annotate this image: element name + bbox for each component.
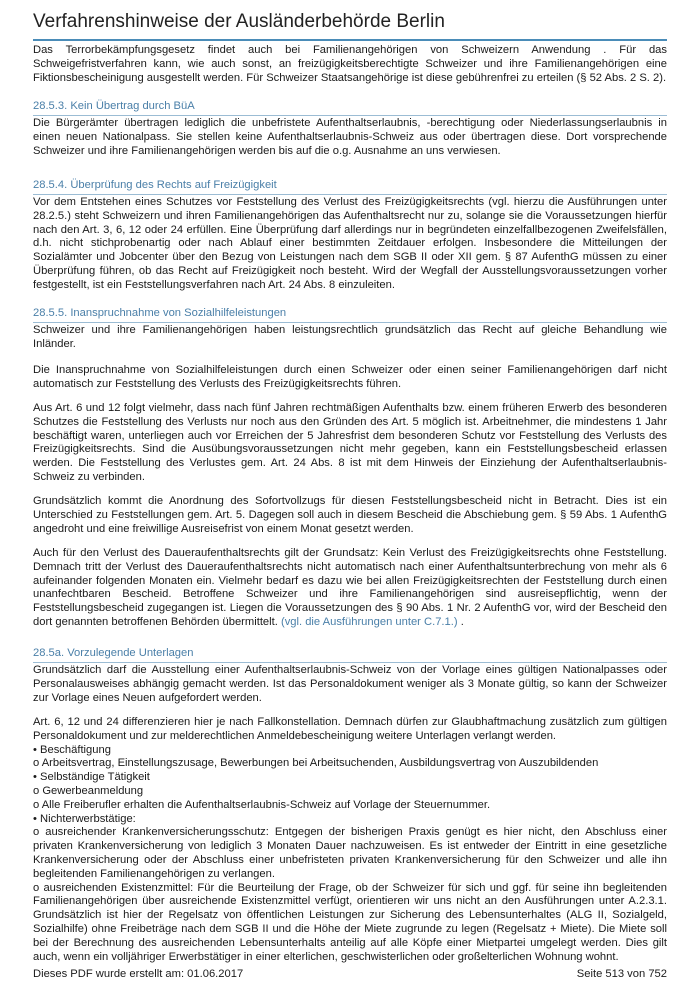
paragraph: Schweizer und ihre Familienangehörigen haben leistungsrechtlich grundsätzlich das Recht auf gleiche Behandlung wie Inländer. [33,324,667,350]
page-footer [33,967,667,981]
list-item: o Alle Freiberufler erhalten die Aufenthaltserlaubnis-Schweiz auf Vorlage der Steuernummer. [33,798,491,811]
paragraph-block [33,495,667,536]
paragraph-block [33,364,667,392]
heading-rule [33,322,667,323]
list-item: o Gewerbeanmeldung [33,784,144,797]
intro-paragraph: Das Terrorbekämpfungsgesetz findet auch bei Familienangehörigen von Schweizern Anwendung . Für das Schweigefristverfahren kann, wie auch sonst, an freizügigkeitsberechtigte Schweizer und ihre Familienangehörigen eine Fiktionsbescheinigung ausgestellt werden. Für Schweizer Staatsangehörige ist diese gebührenfrei zu erteilen (§ 52 Abs. 2 S. 2). [33,44,667,84]
page-header [33,10,667,85]
paragraph: Art. 6, 12 und 24 differenzieren hier je nach Fallkonstellation. Demnach dürfen zur Glaubhaftmachung zusätzlich zum gültigen Personaldokument und zur melderechtlichen Anmeldebescheinigung weitere Unterlagen verlangt werden. [33,716,667,742]
section-heading: 28.5a. Vorzulegende Unterlagen [33,647,194,659]
page-number: Seite 513 von 752 [576,968,667,980]
section-heading: 28.5.4. Überprüfung des Rechts auf Freizügigkeit [33,179,277,191]
paragraph: Grundsätzlich kommt die Anordnung des Sofortvollzugs für diesen Feststellungsbescheid nicht in Betracht. Dies ist ein Unterschied zu Feststellungen gem. Art. 5. Dagegen soll auch in diesem Bescheid die Abschiebung gem. § 59 Abs. 1 AufenthG angedroht und eine freiwillige Ausreisefrist von einem Monat gesetzt werden. [33,495,667,535]
heading-rule [33,115,667,116]
paragraph [33,547,667,630]
paragraph-block [33,547,667,630]
paragraph: o ausreichenden Existenzmittel: Für die Beurteilung der Frage, ob der Schweizer für sich und ggf. für seine ihn begleitenden Familienangehörigen über ausreichende Existenzmittel verfügt, orientieren wir uns nicht an den Ausführungen unter A.2.3.1. Grundsätzlich ist hier der Regelsatz von öffentlichen Leistungen zur Sicherung des Lebensunterhaltes (ALG II, Sozialgeld, Sozialhilfe) ohne Freibeträge nach dem SGB II und die Höhe der Miete zugrunde zu legen (Regelsatz + Miete). Die Miete soll bei der Berechnung des ausreichenden Lebensunterhalts anteilig auf alle Köpfe einer Mietpartei umgelegt werden. Dies gilt auch, wenn ein volljähriger Erwerbstätiger in einer elterlichen, geschwisterlichen oder großelterlichen Wohnung wohnt. [33,881,667,963]
list-item: • Nichterwerbstätige: [33,812,136,825]
list-item: • Beschäftigung [33,743,111,756]
section-28-5-3 [33,99,667,158]
document-list [33,716,667,964]
creation-date: Dieses PDF wurde erstellt am: 01.06.2017 [33,968,244,980]
section-28-5-4 [33,178,667,293]
paragraph: Vor dem Entstehen eines Schutzes vor Feststellung des Verlust des Freizügigkeitsrechts (vgl. hierzu die Ausführungen unter 28.2.5.) steht Schweizern und ihren Familienangehörigen das Aufenthaltsrecht nur zu, solange sie die Voraussetzungen hierfür nach den Art. 3, 6, 12 oder 24 erfüllen. Eine Überprüfung darf allerdings nur in begründeten einzelfallbezogenen Zweifelsfällen, d.h. nicht stichprobenartig oder nach Ablauf einer bestimmten Zeitdauer erfolgen. Insbesondere die Mitteilungen der Sozialämter und Jobcenter über den Bezug von Leistungen nach dem SGB II oder XII gem. § 87 AufenthG müssen zu einer Überprüfung führen, ob das Recht auf Freizügigkeit noch besteht. Wird der Wegfall der Ausstellungsvoraussetzungen vorher festgestellt, ist ein Feststellungsverfahren nach Art. 24 Abs. 8 einzuleiten. [33,196,667,291]
paragraph: Grundsätzlich darf die Ausstellung einer Aufenthaltserlaubnis-Schweiz von der Vorlage eines gültigen Nationalpasses oder Personalausweises abhängig gemacht werden. Ist das Personaldokument weniger als 3 Monate gültig, so kann der Schweizer zur Vorlage eines Neuen aufgefordert werden. [33,664,667,704]
section-heading: 28.5.5. Inanspruchnahme von Sozialhilfeleistungen [33,307,287,319]
page-title: Verfahrenshinweise der Ausländerbehörde Berlin [33,11,445,32]
section-28-5a [33,646,667,705]
paragraph: Die Inanspruchnahme von Sozialhilfeleistungen durch einen Schweizer oder einen seiner Familienangehörigen darf nicht automatisch zur Feststellung des Verlusts des Freizügigkeitsrechts führen. [33,364,667,390]
list-item: o Arbeitsvertrag, Einstellungszusage, Bewerbungen bei Arbeitsuchenden, Ausbildungsvertrag von Auszubildenden [33,757,599,770]
paragraph: o ausreichender Krankenversicherungsschutz: Entgegen der bisherigen Praxis genügt es hier nicht, den Abschluss einer privaten Krankenversicherung von lediglich 3 Monaten Dauer nachzuweisen. Es ist entweder der Eintritt in eine gesetzliche Krankenversicherung oder der Abschluss einer unbefristeten privaten Krankenversicherung für den Schweizer und alle ihn begleitenden Familienangehörigen zu verlangen. [33,826,667,880]
paragraph-block [33,402,667,485]
heading-rule [33,194,667,195]
section-28-5-5 [33,306,667,352]
paragraph-end: . [457,615,464,628]
title-rule [33,39,667,41]
heading-rule [33,662,667,663]
paragraph: Die Bürgerämter übertragen lediglich die unbefristete Aufenthaltserlaubnis, -berechtigung oder Niederlassungserlaubnis in einen neuen Nationalpass. Sie stellen keine Aufenthaltserlaubnis-Schweiz aus oder übertragen diese. Dort vorsprechende Schweizer und ihre Familienangehörigen werden bis auf die o.g. Ausnahme an uns verwiesen. [33,117,667,157]
cross-reference-link[interactable]: (vgl. die Ausführungen unter C.7.1.) [280,615,458,628]
list-item: • Selbständige Tätigkeit [33,771,150,784]
paragraph: Aus Art. 6 und 12 folgt vielmehr, dass nach fünf Jahren rechtmäßigen Aufenthalts bzw. einem früheren Erwerb des besonderen Schutzes die Feststellung des Verlusts nur noch aus den Gründen des Art. 5 möglich ist. Arbeitnehmer, die mindestens 1 Jahr beschäftigt waren, unterliegen auch vor Erreichen der 5 Jahresfrist dem besonderen Schutz vor Feststellung des Verlusts des Freizügigkeitsrechts. Sind die Ausübungsvoraussetzungen nicht mehr gegeben, kann ein Feststellungsbescheid erlassen werden. Die Feststellung des Verlustes gem. Art. 24 Abs. 8 ist mit dem Hinweis der Einziehung der Aufenthaltserlaubnis-Schweiz zu verbinden. [33,402,667,483]
paragraph-text: Auch für den Verlust des Daueraufenthaltsrechts gilt der Grundsatz: Kein Verlust des Freizügigkeitsrechts ohne Feststellung. Demnach tritt der Verlust des Daueraufenthaltsrechts nicht automatisch nach einer Aufenthaltsunterbrechung von mehr als 6 aufeinander folgenden Monaten ein. Vielmehr bedarf es dazu wie bei allen Freizügigkeitsrechten der Feststellung durch einen unanfechtbaren Bescheid. Betroffene Schweizer und ihre Familienangehörigen sind ausreisepflichtig, wenn der Feststellungsbescheid zugegangen ist. Liegen die Voraussetzungen des § 90 Abs. 1 Nr. 2 AufenthG vor, wird der Bescheid den dort genannten betroffenen Behörden übermittelt. [33,547,667,628]
section-heading: 28.5.3. Kein Übertrag durch BüA [33,100,195,112]
